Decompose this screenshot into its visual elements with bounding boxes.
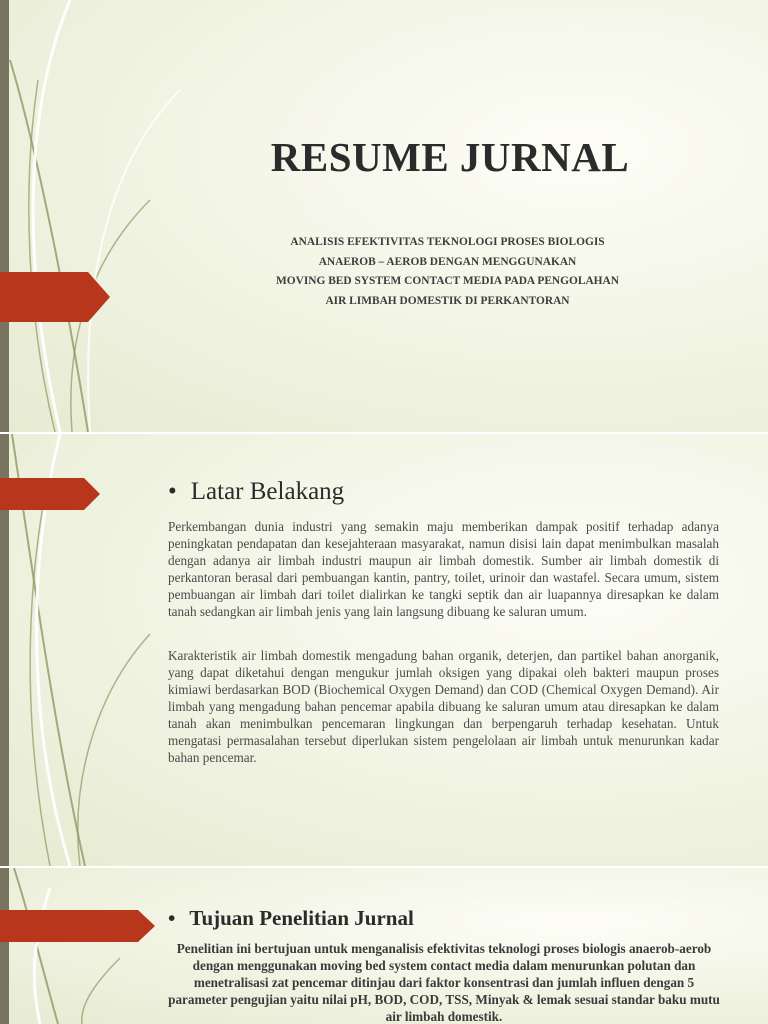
objective-slide	[0, 868, 768, 1024]
section-heading-text: Latar Belakang	[190, 478, 345, 505]
background-slide	[0, 434, 768, 866]
subtitle-line: MOVING BED SYSTEM CONTACT MEDIA PADA PENGOLAHAN	[275, 275, 619, 287]
subtitle-line: ANALISIS EFEKTIVITAS TEKNOLOGI PROSES BIOLOGIS	[290, 236, 605, 248]
paragraph: Penelitian ini bertujuan untuk menganalisis efektivitas teknologi proses biologis anaerob-aerob dengan menggunakan moving bed system contact media dalam menurunkan polutan dan menetralisasi zat pencemar ditinjau dari faktor konsentrasi dan jumlah influen dengan 5 parameter pengujian yaitu nilai pH, BOD, COD, TSS, Minyak & lemak sesuai standar baku mutu air limbah domestik.	[168, 941, 720, 1024]
arrow-marker-icon	[0, 478, 100, 510]
slide-title: RESUME JURNAL	[270, 134, 630, 180]
section-heading	[168, 906, 414, 931]
subtitle-line: ANAEROB – AEROB DENGAN MENGGUNAKAN	[318, 255, 577, 268]
slide-subtitle	[250, 233, 645, 311]
section-heading-text: Tujuan Penelitian Jurnal	[189, 906, 414, 930]
paragraph: Karakteristik air limbah domestik mengadung bahan organik, deterjen, dan partikel bahan anorganik, yang dapat diketahui dengan mengukur jumlah oksigen yang dipakai oleh bakteri maupun proses kimiawi berdasarkan BOD (Biochemical Oxygen Demand) dan COD (Chemical Oxygen Demand). Air limbah yang mengadung bahan pencemar apabila dibuang ke saluran umum atau diresapkan ke dalam tanah akan menimbulkan pencemaran lingkungan dan berpengaruh terhadap kesehatan. Untuk mengatasi permasalahan tersebut diperlukan sistem pengelolaan air limbah untuk menurunkan kadar bahan pencemar.	[168, 648, 719, 765]
title-slide	[0, 0, 768, 432]
subtitle-line: AIR LIMBAH DOMESTIK DI PERKANTORAN	[325, 294, 570, 307]
paragraph: Perkembangan dunia industri yang semakin maju memberikan dampak positif terhadap adanya peningkatan pendapatan dan kesejahteraan masyarakat, namun disisi lain dapat menimbulkan masalah dengan adanya air limbah industri maupun air limbah domestik. Sumber air limbah domestik di perkantoran berasal dari pembuangan kantin, pantry, toilet, urinoir dan wastafel. Secara umum, sistem pembuangan air limbah dari toilet dialirkan ke tangki septik dan air luapannya diresapkan ke dalam tanah sedangkan air limbah jenis yang lain langsung dibuang ke saluran umum.	[168, 519, 719, 619]
arrow-marker-icon	[0, 910, 155, 942]
arrow-marker-icon	[0, 272, 110, 322]
bullet: •	[168, 906, 176, 930]
bullet: •	[168, 478, 177, 505]
section-heading	[168, 478, 344, 506]
decorative-curves	[0, 0, 768, 432]
